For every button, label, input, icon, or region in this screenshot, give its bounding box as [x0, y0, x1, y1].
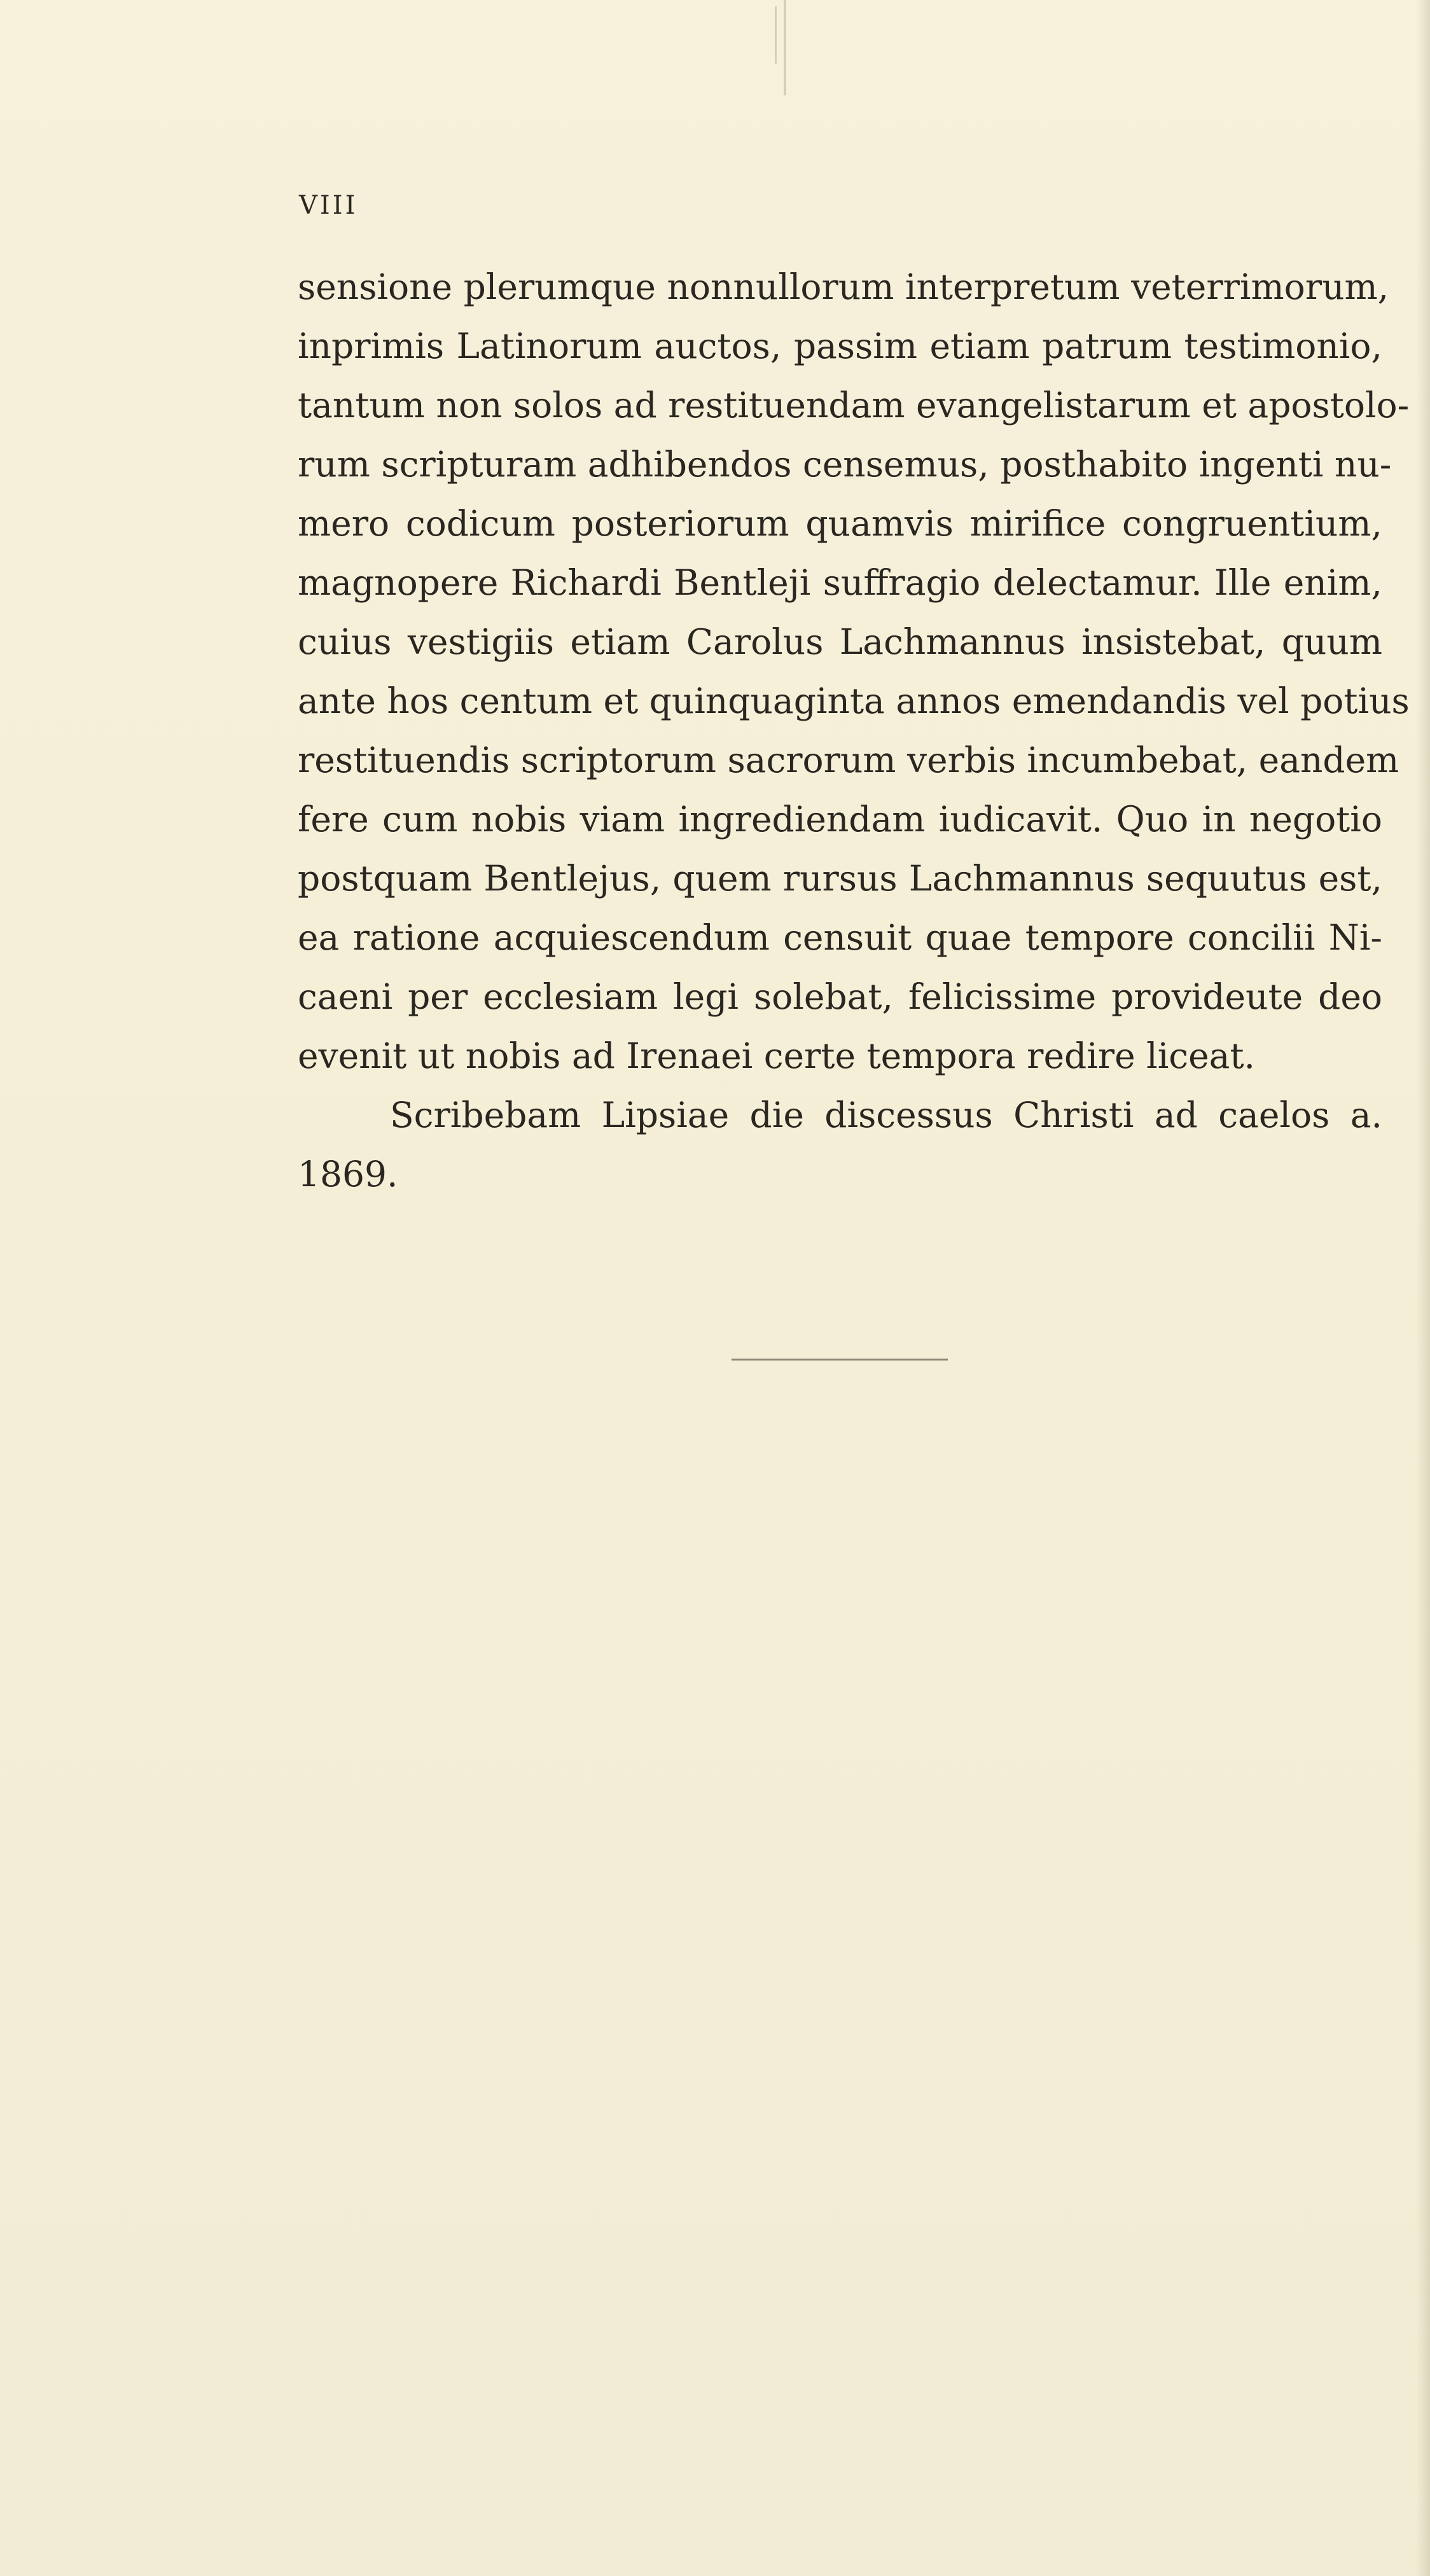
text-line: inprimis Latinorum auctos, passim etiam patrum testimonio,	[298, 326, 1382, 366]
signature-line: Scribebam Lipsiae die discessus Christi ad caelos a.	[390, 1095, 1382, 1135]
text-line: rum scripturam adhibendos censemus, posthabito ingenti nu-	[298, 444, 1392, 485]
text-line: sensione plerumque nonnullorum interpretum veterrimorum,	[298, 267, 1389, 307]
section-divider	[732, 1359, 948, 1361]
text-line: magnopere Richardi Bentleji suffragio delectamur. Ille enim,	[298, 562, 1382, 603]
date-line: 1869.	[298, 1154, 398, 1195]
text-line: ea ratione acquiescendum censuit quae tempore concilii Ni-	[298, 917, 1382, 958]
text-line: evenit ut nobis ad Irenaei certe tempora redire liceat.	[298, 1035, 1256, 1076]
text-line: cuius vestigiis etiam Carolus Lachmannus insistebat, quum	[298, 621, 1382, 662]
page-fold-shadow	[1416, 0, 1430, 2576]
ink-bleed-mark	[784, 0, 786, 95]
text-line: restituendis scriptorum sacrorum verbis incumbebat, eandem	[298, 740, 1399, 780]
page-number: VIII	[299, 191, 358, 220]
text-line: tantum non solos ad restituendam evangelistarum et apostolo-	[298, 385, 1410, 426]
text-line: caeni per ecclesiam legi solebat, felicissime provideute deo	[298, 976, 1382, 1017]
text-line: fere cum nobis viam ingrediendam iudicavit. Quo in negotio	[298, 799, 1382, 840]
body-text	[298, 258, 1410, 1204]
ink-bleed-mark	[775, 6, 777, 64]
text-line: ante hos centum et quinquaginta annos emendandis vel potius	[298, 681, 1410, 721]
text-line: postquam Bentlejus, quem rursus Lachmannus sequutus est,	[298, 858, 1382, 899]
text-line: mero codicum posteriorum quamvis mirifice congruentium,	[298, 503, 1382, 544]
